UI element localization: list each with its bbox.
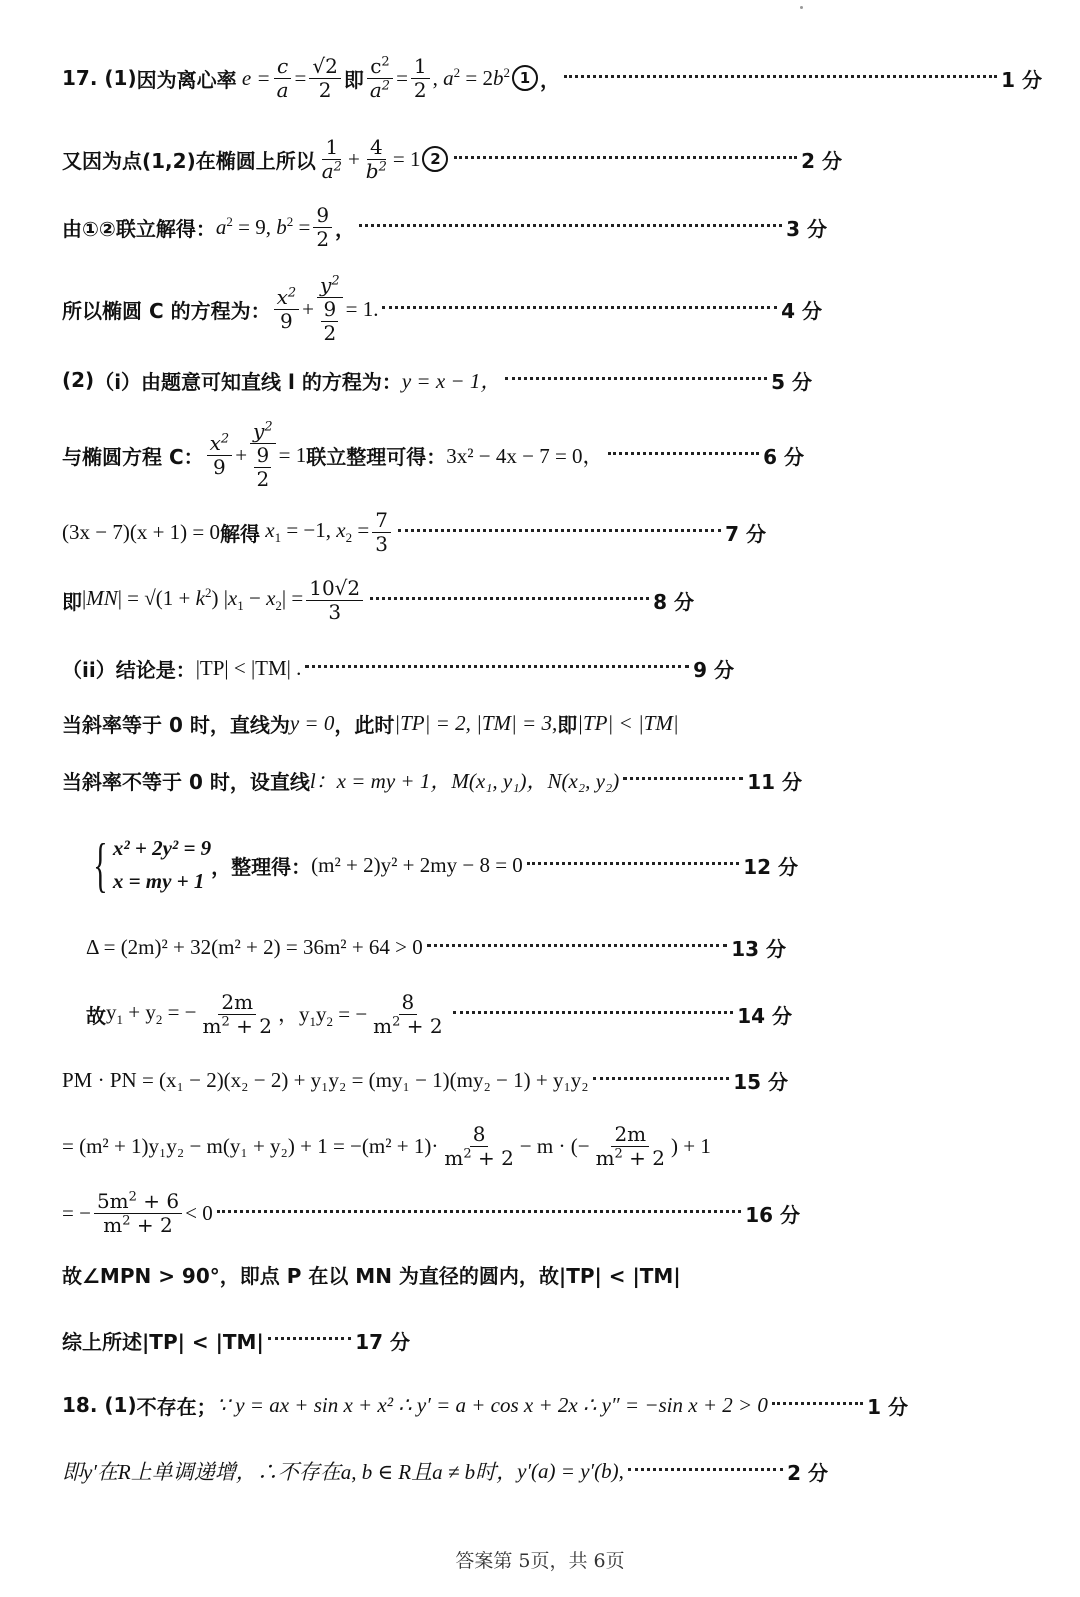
leader-dots	[505, 377, 767, 380]
score-label: 1 分	[1001, 67, 1042, 92]
leader-dots	[527, 862, 739, 865]
fraction: $\frac{1}{2}$	[411, 55, 430, 102]
line-17-2-i: (2) （i）由题意可知直线 l 的方程为： y = x − 1， 5 分	[62, 368, 812, 394]
leader-dots	[217, 1210, 741, 1213]
leader-dots	[370, 597, 649, 600]
line-17-ii: （ii）结论是： |TP| < |TM| . 9 分	[62, 655, 734, 682]
line-17-16: = (m² + 1)y₁y₂ − m(y₁ + y₂) + 1 = −(m² + 1)· $\frac{8}{m^2 + 2}$ − m · (− $\frac{2m}{m^2 + 2}$ ) + 1	[62, 1121, 711, 1170]
leader-dots	[623, 777, 743, 780]
leader-dots	[772, 1402, 863, 1405]
line-17-10: 当斜率等于 0 时，直线为 y = 0 ，此时 |TP| = 2, |TM| = 3, 即 |TP| < |TM|	[62, 710, 679, 737]
leader-dots	[398, 529, 721, 532]
circled-2: 2	[422, 146, 448, 172]
line-17-18: 故∠MPN > 90°，即点 P 在以 MN 为直径的圆内，故|TP| < |TM|	[62, 1263, 681, 1288]
line-17-1: 17. (1) 因为离心率 e = $\frac{c}{a}$ = $\frac{√2}{2}$ 即 $\frac{c^2}{a^2}$ = $\frac{1}{2}$ , $a^2 = 2b^2$ 1 ， 1 分	[62, 53, 1042, 102]
leader-dots	[628, 1468, 783, 1471]
fraction: $\frac{c^2}{a^2}$	[367, 55, 393, 102]
leader-dots	[427, 944, 727, 947]
line-17-6: 与椭圆方程 C： $\frac{x^2}{9}$ + $y^2$ 9 2 = 1 联立整理可得： 3x² − 4x − 7 = 0， 6 分	[62, 418, 804, 491]
equation-system: { x² + 2y² = 9 x = my + 1	[93, 832, 212, 898]
leader-dots	[593, 1077, 730, 1080]
problem-number: 17. (1)	[62, 66, 137, 90]
leader-dots	[608, 452, 760, 455]
scan-dot	[800, 6, 803, 9]
leader-dots	[454, 156, 797, 159]
line-17-13: Δ = (2m)² + 32(m² + 2) = 36m² + 64 > 0 13 分	[86, 934, 786, 961]
line-18-1: 18. (1) 不存在； ∵ y = ax + sin x + x² ∴ y′ = a + cos x + 2x ∴ y″ = −sin x + 2 > 0 1 分	[62, 1392, 908, 1419]
circled-1: 1	[512, 65, 538, 91]
line-17-3: 由①②联立解得： $a^2 = 9$, $b^2$ = $\frac{9}{2}$ ， 3 分	[62, 202, 827, 251]
line-17-12: { x² + 2y² = 9 x = my + 1 ，整理得： (m² + 2)y² + 2my − 8 = 0 12 分	[86, 830, 798, 900]
line-18-2: 即y′在R上单调递增，∴不存在a, b ∈ R且a ≠ b时， y′(a) = y′(b), 2 分	[62, 1458, 828, 1485]
leader-dots	[305, 665, 689, 668]
line-17-11: 当斜率不等于 0 时，设直线 l：x = my + 1，M(x₁, y₁)，N(x₂, y₂) 11 分	[62, 769, 802, 794]
leader-dots	[382, 306, 777, 309]
leader-dots	[564, 75, 997, 78]
leader-dots	[359, 224, 782, 227]
leader-dots	[268, 1337, 351, 1340]
page-footer: 答案第 5页，共 6页	[455, 1550, 625, 1572]
fraction: $\frac{√2}{2}$	[309, 55, 340, 102]
line-17-17: = − $\frac{5m^2 + 6}{m^2 + 2}$ < 0 16 分	[62, 1188, 800, 1237]
fraction: $\frac{c}{a}$	[274, 55, 292, 102]
line-17-14: 故 $y_1 + y_2$ = − $\frac{2m}{m^2 + 2}$ ，$y_1y_2$ = − $\frac{8}{m^2 + 2}$ 14 分	[86, 989, 792, 1038]
line-17-8: 即 $|MN| = √(1 + k^2)$ $|x_1 - x_2|$ = $\frac{10√2}{3}$ 8 分	[62, 575, 694, 624]
line-17-2: 又因为点(1,2)在椭圆上所以 $\frac{1}{a^2}$ + $\frac{4}{b^2}$ = 1 2 2 分	[62, 134, 842, 183]
line-17-4: 所以椭圆 C 的方程为： $\frac{x^2}{9}$ + $y^2$ 9 2 = 1. 4 分	[62, 272, 822, 345]
leader-dots	[453, 1011, 734, 1014]
line-17-15: PM · PN = (x₁ − 2)(x₂ − 2) + y₁y₂ = (my₁ − 1)(my₂ − 1) + y₁y₂ 15 分	[62, 1067, 788, 1094]
line-17-19: 综上所述|TP| < |TM| 17 分	[62, 1329, 410, 1354]
line-17-7: (3x − 7)(x + 1) = 0 解得 $x_1 = -1$, $x_2$ = $\frac{7}{3}$ 7 分	[62, 507, 766, 556]
